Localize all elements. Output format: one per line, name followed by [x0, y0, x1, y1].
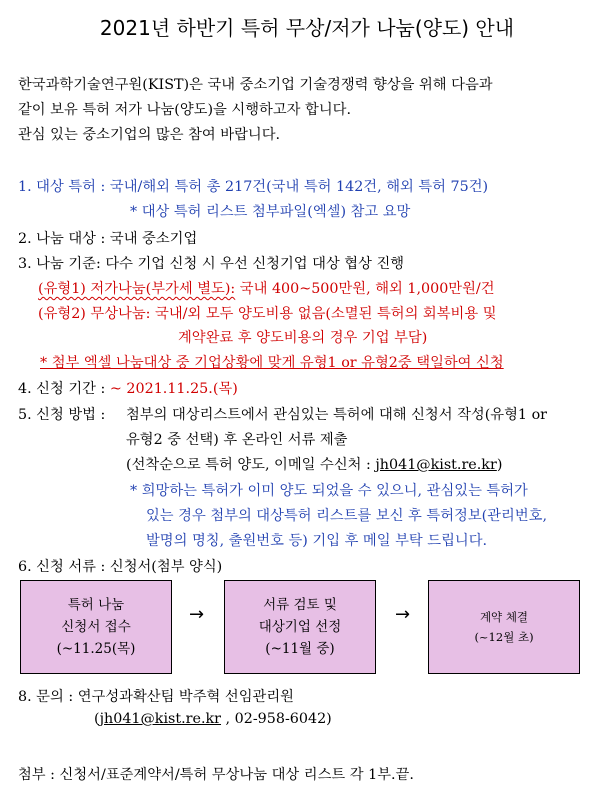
- flow-step-3-line-2: (~12월 초): [474, 630, 534, 644]
- documents: 6. 신청 서류 : 신청서(첨부 양식): [18, 559, 223, 575]
- contact-line-2: [94, 711, 332, 727]
- type2-line-2: 계약완료 후 양도비용의 경우 기업 부담): [178, 330, 428, 346]
- target-patents: 1. 대상 특허 : 국내/해외 특허 총 217건(국내 특허 142건, 해외 특허 75건): [18, 179, 489, 195]
- criteria: 3. 나눔 기준: 다수 기업 신청 시 우선 신청기업 대상 협상 진행: [18, 256, 405, 272]
- type1-label: (유형1) 저가나눔(부가세 별도):: [38, 281, 236, 297]
- flow-step-2-line-3: (~11월 중): [265, 641, 335, 657]
- flow-step-1-line-2: 신청서 접수: [61, 619, 131, 635]
- page-title: 2021년 하반기 특허 무상/저가 나눔(양도) 안내: [99, 16, 515, 40]
- intro-line-3: 관심 있는 중소기업의 많은 참여 바랍니다.: [18, 127, 281, 143]
- method-note-2: 있는 경우 첨부의 대상특허 리스트를 보신 후 특허정보(관리번호,: [146, 508, 548, 524]
- target-patents-note: * 대상 특허 리스트 첨부파일(엑셀) 참고 요망: [130, 204, 411, 220]
- type2-line-1: (유형2) 무상나눔: 국내/외 모두 양도비용 없음(소멸된 특허의 회복비용 및: [38, 306, 497, 322]
- method-line-3-close: ): [496, 457, 503, 473]
- flow-step-2-line-2: 대상기업 선정: [258, 619, 342, 635]
- flow-step-2: [224, 580, 376, 674]
- method-line-2: 유형2 중 선택) 후 온라인 서류 제출: [126, 432, 348, 448]
- contact-open-paren: (: [94, 711, 100, 727]
- intro-line-2: 같이 보유 특허 저가 나눔(양도)을 시행하고자 합니다.: [18, 102, 351, 118]
- period-value: ~ 2021.11.25.(목): [105, 381, 238, 397]
- flow-step-2-line-1: 서류 검토 및: [263, 597, 337, 613]
- flow-step-1-line-1: 특허 나눔: [67, 597, 125, 613]
- method-label: 5. 신청 방법 :: [18, 407, 106, 423]
- contact-phone: , 02-958-6042): [221, 711, 332, 727]
- flow-step-3: [428, 580, 580, 674]
- attachment-line: 첨부 : 신청서/표준계약서/특허 무상나눔 대상 리스트 각 1부.끝.: [18, 767, 414, 783]
- method-email-link[interactable]: jh041@kist.re.kr: [375, 457, 497, 473]
- method-line-1: 첨부의 대상리스트에서 관심있는 특허에 대해 신청서 작성(유형1 or: [126, 407, 548, 423]
- contact-line-1: 8. 문의 : 연구성과확산팀 박주혁 선임관리원: [18, 689, 294, 705]
- type1-text: 국내 400~500만원, 해외 1,000만원/건: [235, 281, 495, 297]
- method-note-3: 발명의 명칭, 출원번호 등) 기입 후 메일 부탁 드립니다.: [146, 533, 488, 549]
- type-note: * 첨부 엑셀 나눔대상 중 기업상황에 맞게 유형1 or 유형2중 택일하여 신청: [40, 355, 504, 371]
- intro-line-1: 한국과학기술연구원(KIST)은 국내 중소기업 기술경쟁력 향상을 위해 다음과: [18, 77, 493, 93]
- period-label: 4. 신청 기간 :: [18, 381, 106, 397]
- flow-step-1: [20, 580, 172, 674]
- flow-arrow-2: →: [395, 604, 411, 625]
- recipients: 2. 나눔 대상 : 국내 중소기업: [18, 231, 198, 247]
- period-line: [18, 378, 238, 398]
- contact-email-link[interactable]: jh041@kist.re.kr: [99, 711, 222, 727]
- type1-line: [38, 278, 495, 298]
- method-note-1: * 희망하는 특허가 이미 양도 되었을 수 있으니, 관심있는 특허가: [130, 483, 528, 499]
- method-line-3-text: (선착순으로 특허 양도, 이메일 수신처 :: [126, 457, 376, 473]
- flow-arrow-1: →: [189, 604, 205, 625]
- flow-step-3-line-1: 계약 체결: [479, 610, 529, 624]
- flow-step-1-line-3: (~11.25(목): [56, 641, 136, 657]
- method-line-3: [126, 454, 502, 474]
